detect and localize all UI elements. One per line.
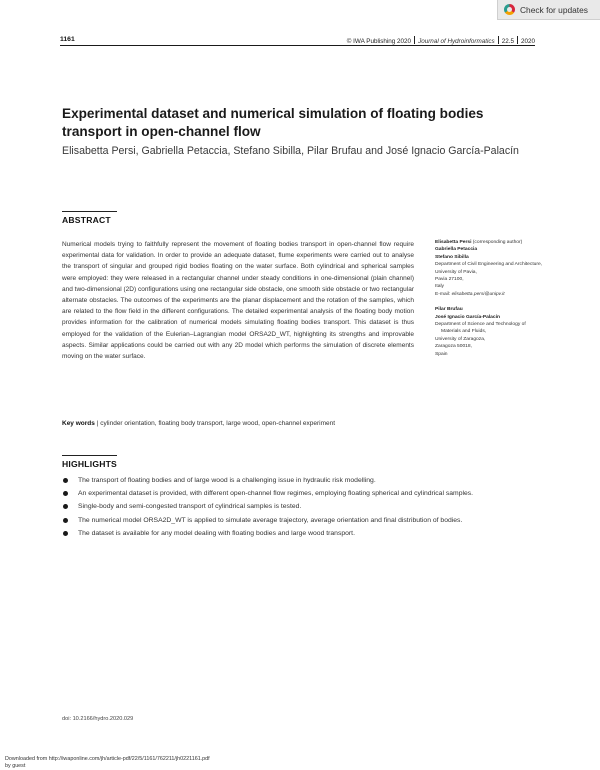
highlight-item: [62, 515, 532, 527]
affiliation-city: Pavia 27100,: [435, 277, 464, 283]
highlights-heading: HIGHLIGHTS: [62, 459, 117, 469]
header-divider: [517, 36, 518, 44]
article-title: Experimental dataset and numerical simulation of floating bodies transport in open-channel flow: [62, 106, 484, 139]
crossmark-icon: [504, 4, 515, 15]
highlight-text: An experimental dataset is provided, with different open-channel flow regimes, employing floating spherical and cylindrical samples.: [78, 490, 474, 498]
highlight-text: The dataset is available for any model dealing with floating bodies and large wood transport.: [78, 529, 355, 537]
header-year: 2020: [520, 38, 535, 45]
affiliation-university: University of Pavia,: [435, 269, 477, 275]
bullet-icon: [63, 478, 68, 483]
affiliation-line: [435, 239, 555, 246]
highlight-item: [62, 475, 532, 487]
highlight-item: [62, 528, 532, 540]
download-guest: by guest: [5, 763, 26, 769]
affiliation-spacer: [435, 298, 555, 306]
author-name: Gabriella Petaccia: [435, 247, 478, 253]
affiliation-department: Materials and Fluids,: [441, 329, 487, 335]
bullet-icon: [63, 504, 68, 509]
page-number: 1161: [60, 36, 75, 43]
corresponding-note: (corresponding author): [472, 240, 523, 245]
author-list: Elisabetta Persi, Gabriella Petaccia, Stefano Sibilla, Pilar Brufau and José Ignacio García-Palacín: [62, 145, 519, 157]
bullet-icon: [63, 518, 68, 523]
abstract-text: Numerical models trying to faithfully represent the movement of floating bodies transport in open-channel flow require experimental data for validation. In order to provide an adequate dataset, flume experiments were carried out to analyse the transport of singular and grouped rigid bodies floating on the water surface. Both cylindrical and spherical samples were employed: they were released in a rectangular channel under steady conditions in one-dimensional (plain channel) and two-dimensional (2D) configurations using one rectangular side obstacle, one smooth side obstacle or two rectangular alternate obstacles. The outcomes of the experiments are the planar displacement and the rotation of the samples, which are related to the flow field in the different configurations. The detailed experimental analysis of the floating body motion provides information for the calibration of numerical models simulating floating bodies transport. This dataset is thus employed for the validation of the Eulerian–Lagrangian model ORSA2D_WT, highlighting its strengths and improvable aspects. Similar applications could be carried out with any 2D model which performs the simulation of discrete elements moving on the water surface.: [62, 241, 414, 361]
keywords-list: cylinder orientation, floating body transport, large wood, open-channel experiment: [100, 420, 336, 427]
running-header: [0, 36, 535, 45]
copyright-notice: © IWA Publishing 2020: [346, 38, 412, 45]
email-label: E-mail:: [435, 291, 451, 297]
affiliation-email: [435, 291, 555, 298]
abstract-heading: ABSTRACT: [62, 215, 111, 225]
bullet-icon: [63, 531, 68, 536]
highlight-text: The transport of floating bodies and of large wood is a challenging issue in hydraulic risk modelling.: [78, 477, 376, 484]
email-link[interactable]: elisabetta.persi@unipv.it: [451, 291, 505, 297]
bullet-icon: [63, 491, 68, 496]
volume-issue: 22.5: [501, 38, 514, 45]
author-name: Elisabetta Persi: [435, 240, 472, 245]
keywords: [62, 418, 422, 429]
affiliation-university: University of Zaragoza,: [435, 336, 486, 342]
check-for-updates-label: Check for updates: [520, 4, 588, 15]
affiliation-country: Spain: [435, 351, 448, 357]
highlight-item: [62, 488, 532, 500]
journal-name: Journal of Hydroinformatics: [418, 38, 495, 45]
header-rule: [60, 45, 535, 46]
affiliation-city: Zaragoza 50018,: [435, 344, 472, 350]
doi-link[interactable]: doi: 10.2166/hydro.2020.029: [62, 716, 134, 722]
author-name: Pilar Brufau: [435, 307, 463, 313]
affiliation-country: Italy: [435, 284, 444, 290]
check-for-updates-button[interactable]: [497, 0, 600, 20]
highlights-rule: [62, 455, 117, 456]
download-url[interactable]: Downloaded from http://iwaponline.com/jh/article-pdf/22/5/1161/762211/jh0221161.pdf: [5, 756, 210, 762]
header-divider: [414, 36, 415, 44]
highlight-text: Single-body and semi-congested transport of cylindrical samples is tested.: [78, 503, 302, 511]
affiliation-department: Department of Science and Technology of: [435, 322, 526, 328]
author-affiliations: [435, 239, 555, 358]
highlight-item: [62, 501, 532, 513]
highlight-text: The numerical model ORSA2D_WT is applied to simulate average trajectory, average orientation and final distribution of bodies.: [78, 516, 463, 524]
header-divider: [498, 36, 499, 44]
keywords-label: Key words: [62, 420, 95, 427]
highlights-list: [62, 475, 532, 541]
affiliation-department: Department of Civil Engineering and Architecture,: [435, 262, 543, 268]
author-name: José Ignacio García-Palacín: [435, 314, 500, 320]
abstract-rule: [62, 211, 117, 212]
keywords-separator: |: [96, 420, 99, 427]
author-name: Stefano Sibilla: [435, 254, 469, 260]
download-notice: [5, 756, 595, 770]
